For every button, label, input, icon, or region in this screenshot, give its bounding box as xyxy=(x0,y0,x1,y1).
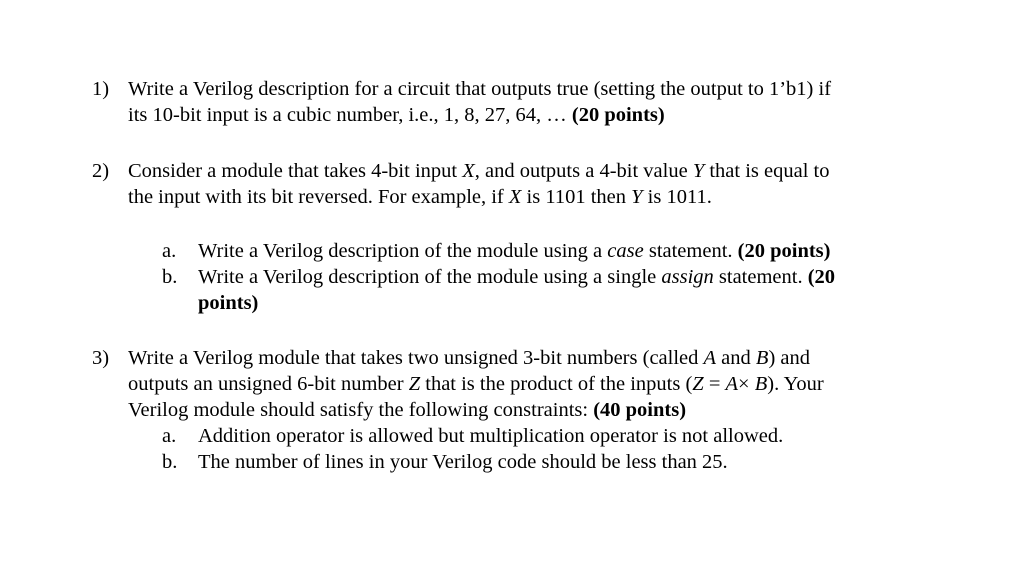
question-3-points: (40 points) xyxy=(593,399,687,421)
q2-text: , and outputs a 4-bit value xyxy=(474,160,693,182)
question-1-points: (20 points) xyxy=(571,104,665,126)
q3-text: ). Your xyxy=(767,373,824,395)
equation-z: Z xyxy=(692,373,704,395)
equation-times: × xyxy=(738,373,755,395)
q2-text: Consider a module that takes 4-bit input xyxy=(128,160,463,182)
question-2 xyxy=(92,158,952,210)
item-text xyxy=(198,264,948,290)
q2-text: is 1101 then xyxy=(521,186,632,208)
question-1-line-2-text: its 10-bit input is a cubic number, i.e., 1, 8, 27, 64, … xyxy=(128,104,572,126)
question-1-text xyxy=(128,76,952,128)
equation-equals: = xyxy=(703,373,726,395)
item-points: (20 xyxy=(807,266,836,288)
variable-y: Y xyxy=(631,186,643,208)
item-text-part: statement. xyxy=(643,240,738,262)
q3-text: and xyxy=(716,347,756,369)
equation-b: B xyxy=(754,373,768,395)
question-3-number: 3) xyxy=(92,347,110,369)
question-1-line-2 xyxy=(128,102,952,128)
item-text-part: Write a Verilog description of the module using a single xyxy=(198,266,662,288)
question-2-number: 2) xyxy=(92,160,110,182)
q2-text: that is equal to xyxy=(704,160,830,182)
question-1-number: 1) xyxy=(92,78,110,100)
item-points: (20 points) xyxy=(737,240,831,262)
question-3-line-3 xyxy=(128,397,952,423)
q3-text: that is the product of the inputs ( xyxy=(420,373,693,395)
item-text xyxy=(198,238,948,264)
variable-a: A xyxy=(703,347,717,369)
question-3 xyxy=(92,345,952,475)
question-2-item-b xyxy=(128,264,948,316)
question-1 xyxy=(92,76,952,128)
variable-z: Z xyxy=(408,373,421,395)
question-3-line-2 xyxy=(128,371,952,397)
item-text-continued xyxy=(198,290,948,316)
item-letter: a. xyxy=(162,240,177,262)
variable-x: X xyxy=(462,160,475,182)
question-2-subitems xyxy=(128,238,948,316)
item-text: The number of lines in your Verilog code should be less than 25. xyxy=(198,451,728,473)
variable-x: X xyxy=(508,186,522,208)
question-3-line-1 xyxy=(128,345,952,371)
question-2-line-2 xyxy=(128,184,952,210)
item-text: Addition operator is allowed but multiplication operator is not allowed. xyxy=(198,425,784,447)
question-2-text xyxy=(128,158,952,210)
item-text-part: statement. xyxy=(713,266,808,288)
question-1-line-1: Write a Verilog description for a circuit that outputs true (setting the output to 1’b1) if xyxy=(128,78,832,100)
question-3-item-b xyxy=(128,449,952,475)
keyword-case: case xyxy=(607,240,644,262)
q2-text: is 1011. xyxy=(642,186,712,208)
q3-text: outputs an unsigned 6-bit number xyxy=(128,373,409,395)
q3-text: ) and xyxy=(768,347,810,369)
item-letter: a. xyxy=(162,425,177,447)
q3-text: Verilog module should satisfy the following constraints: xyxy=(128,399,594,421)
q2-text: the input with its bit reversed. For example, if xyxy=(128,186,509,208)
variable-y: Y xyxy=(692,160,705,182)
item-points-continued: points) xyxy=(198,292,259,314)
question-3-item-a xyxy=(128,423,952,449)
keyword-assign: assign xyxy=(661,266,714,288)
question-3-text xyxy=(128,345,952,475)
question-2-line-1 xyxy=(128,158,952,184)
item-letter: b. xyxy=(162,266,178,288)
item-letter: b. xyxy=(162,451,178,473)
variable-b: B xyxy=(755,347,769,369)
q3-text: Write a Verilog module that takes two unsigned 3-bit numbers (called xyxy=(128,347,704,369)
item-text-part: Write a Verilog description of the module using a xyxy=(198,240,608,262)
question-2-item-a xyxy=(128,238,948,264)
equation-a: A xyxy=(725,373,739,395)
